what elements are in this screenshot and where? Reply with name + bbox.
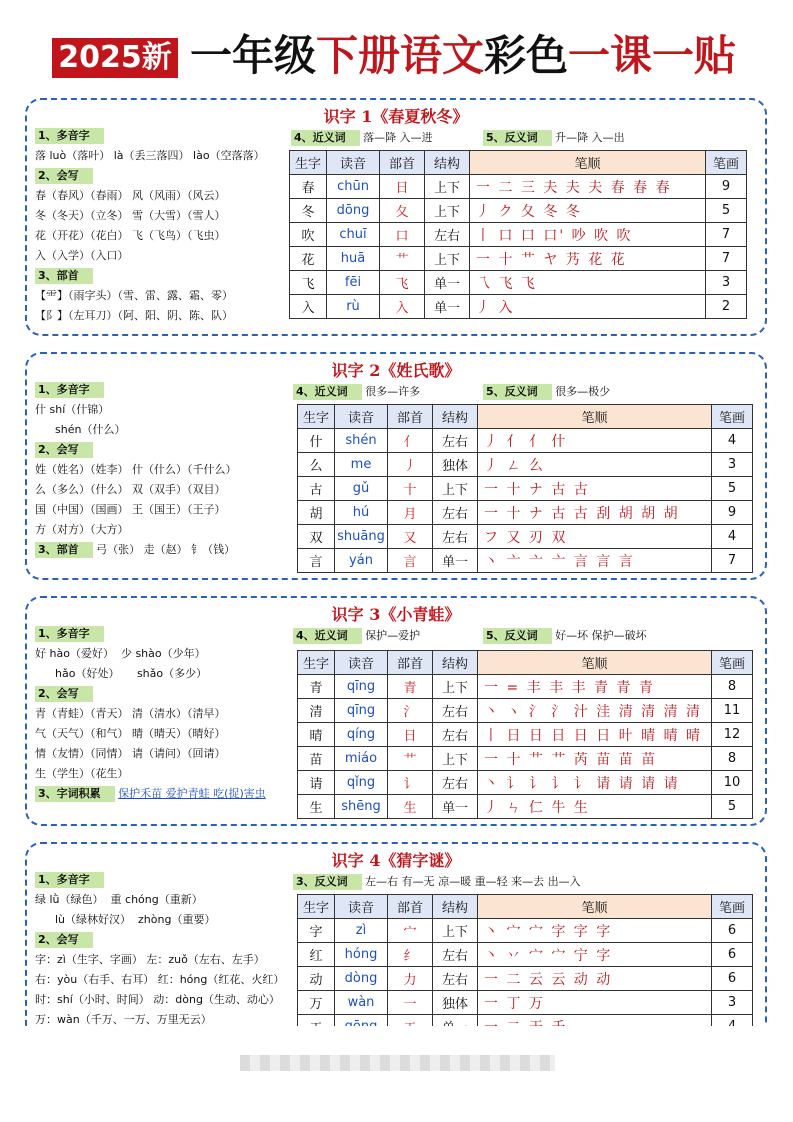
character-cell: 冬 bbox=[290, 199, 327, 223]
structure-cell: 独体 bbox=[433, 453, 478, 477]
character-cell: 吹 bbox=[290, 223, 327, 247]
radical-cell: 艹 bbox=[388, 747, 433, 771]
col-header-jg: 结构 bbox=[433, 405, 478, 429]
character-cell: 花 bbox=[290, 247, 327, 271]
table-row bbox=[298, 699, 753, 723]
col-header-jg: 结构 bbox=[433, 651, 478, 675]
structure-cell: 左右 bbox=[433, 723, 478, 747]
stroke-count-cell: 5 bbox=[706, 199, 747, 223]
structure-cell: 独体 bbox=[433, 991, 478, 1015]
stroke-count-cell: 8 bbox=[712, 747, 753, 771]
character-table bbox=[297, 650, 753, 819]
lesson-notes: 1、多音字 什 shí（什锦） shén（什么） 2、会写 姓（姓名）（姓李） 什（什么）（千什么） 么（多么）（什么） 双（双手）（双目） 国（中国）（国画） 王（国王）（王子） 方（对方）（大方） 3、部首 弓（张） 走（赵） 钅（钱） bbox=[35, 383, 237, 556]
stroke-count-cell: 3 bbox=[706, 271, 747, 295]
structure-cell: 单一 bbox=[433, 549, 478, 573]
table-row bbox=[290, 247, 747, 271]
stroke-order-cell: 一 十 艹 艹 芮 苗 苗 苗 bbox=[478, 747, 712, 771]
radical-cell: 氵 bbox=[388, 699, 433, 723]
table-row bbox=[298, 501, 753, 525]
table-row bbox=[298, 919, 753, 943]
radical-cell: 一 bbox=[388, 991, 433, 1015]
structure-cell: 上下 bbox=[433, 477, 478, 501]
character-cell: 言 bbox=[298, 549, 335, 573]
col-header-zi: 生字 bbox=[298, 405, 335, 429]
antonyms: 3、反义词 左—右 有—无 凉—暖 重—轻 来—去 出—入 bbox=[293, 872, 581, 892]
lesson-notes: 1、多音字 好 hào（爱好） 少 shào（少年） hǎo（好处） shǎo（多少） 2、会写 青（青蛙）（青天） 清（清水）（清早） 气（天气）（和气） 晴（晴天）（晴好） 情（友情）（同情） 请（请问）（回请） 生（学生）（花生） 3、字词积累 保护禾苗 爱护青蛙 吃(捉)害虫 bbox=[35, 627, 266, 800]
stroke-count-cell: 6 bbox=[712, 943, 753, 967]
lesson-title: 识字 2《姓氏歌》 bbox=[331, 361, 461, 380]
character-cell: 苗 bbox=[298, 747, 335, 771]
page-title: 一年级下册语文彩色一课一贴 bbox=[190, 31, 737, 80]
structure-cell: 左右 bbox=[433, 501, 478, 525]
stroke-count-cell: 5 bbox=[712, 477, 753, 501]
col-header-bh: 笔画 bbox=[712, 405, 753, 429]
stroke-order-cell: 丿 ㄣ 仁 牛 生 bbox=[478, 795, 712, 819]
stroke-count-cell: 11 bbox=[712, 699, 753, 723]
stroke-count-cell: 4 bbox=[712, 525, 753, 549]
synonyms: 4、近义词 落—降 入—进 bbox=[291, 128, 433, 148]
structure-cell: 上下 bbox=[425, 175, 470, 199]
table-row bbox=[298, 747, 753, 771]
col-header-bsh: 笔顺 bbox=[478, 405, 712, 429]
stroke-count-cell: 3 bbox=[712, 453, 753, 477]
synonyms: 4、近义词 保护—爱护 bbox=[293, 626, 420, 646]
radical-cell: 月 bbox=[388, 501, 433, 525]
character-cell: 红 bbox=[298, 943, 335, 967]
character-cell: 字 bbox=[298, 919, 335, 943]
table-row bbox=[290, 223, 747, 247]
stroke-order-cell: 丶 宀 宀 字 字 字 bbox=[478, 919, 712, 943]
watermark-bar bbox=[240, 1055, 555, 1071]
col-header-jg: 结构 bbox=[425, 151, 470, 175]
stroke-order-cell: 一 二 三 夫 夫 夫 春 春 春 bbox=[470, 175, 706, 199]
table-row bbox=[298, 525, 753, 549]
pinyin-cell: huā bbox=[327, 247, 380, 271]
structure-cell: 左右 bbox=[425, 223, 470, 247]
col-header-bs: 部首 bbox=[388, 651, 433, 675]
structure-cell: 单一 bbox=[433, 795, 478, 819]
radical-cell: 青 bbox=[388, 675, 433, 699]
lesson-section-2 bbox=[25, 352, 767, 580]
page-cutoff bbox=[0, 1026, 793, 1046]
stroke-count-cell: 10 bbox=[712, 771, 753, 795]
stroke-order-cell: 丶 丷 宀 宀 宁 字 bbox=[478, 943, 712, 967]
pinyin-cell: qīng bbox=[335, 675, 388, 699]
col-header-bsh: 笔顺 bbox=[478, 895, 712, 919]
stroke-count-cell: 2 bbox=[706, 295, 747, 319]
synonyms: 4、近义词 很多—许多 bbox=[293, 382, 420, 402]
radical-cell: 飞 bbox=[380, 271, 425, 295]
character-cell: 请 bbox=[298, 771, 335, 795]
pinyin-cell: chuī bbox=[327, 223, 380, 247]
table-row bbox=[298, 453, 753, 477]
table-row bbox=[298, 795, 753, 819]
character-cell: 晴 bbox=[298, 723, 335, 747]
radical-cell: 口 bbox=[380, 223, 425, 247]
radical-cell: 言 bbox=[388, 549, 433, 573]
radical-cell: 亻 bbox=[388, 429, 433, 453]
stroke-order-cell: 一 = 丰 丰 丰 青 青 青 bbox=[478, 675, 712, 699]
radical-cell: 入 bbox=[380, 295, 425, 319]
table-row bbox=[290, 271, 747, 295]
col-header-py: 读音 bbox=[327, 151, 380, 175]
stroke-order-cell: 一 十 ナ 古 古 bbox=[478, 477, 712, 501]
col-header-bh: 笔画 bbox=[712, 651, 753, 675]
stroke-order-cell: 丿 ㄥ 么 bbox=[478, 453, 712, 477]
table-row bbox=[290, 175, 747, 199]
radical-cell: 日 bbox=[380, 175, 425, 199]
stroke-count-cell: 6 bbox=[712, 967, 753, 991]
pinyin-cell: yán bbox=[335, 549, 388, 573]
character-table bbox=[297, 894, 753, 1039]
lesson-section-4 bbox=[25, 842, 767, 1042]
pinyin-cell: gǔ bbox=[335, 477, 388, 501]
character-cell: 动 bbox=[298, 967, 335, 991]
stroke-order-cell: 乁 飞 飞 bbox=[470, 271, 706, 295]
radical-cell: 力 bbox=[388, 967, 433, 991]
year-badge: 2025新 bbox=[52, 38, 178, 78]
pinyin-cell: hóng bbox=[335, 943, 388, 967]
stroke-count-cell: 3 bbox=[712, 991, 753, 1015]
table-row bbox=[298, 771, 753, 795]
col-header-py: 读音 bbox=[335, 895, 388, 919]
stroke-order-cell: 一 十 艹 ヤ 艿 花 花 bbox=[470, 247, 706, 271]
col-header-zi: 生字 bbox=[298, 651, 335, 675]
structure-cell: 上下 bbox=[433, 675, 478, 699]
table-row bbox=[298, 675, 753, 699]
table-row bbox=[298, 549, 753, 573]
col-header-bs: 部首 bbox=[380, 151, 425, 175]
table-row bbox=[290, 199, 747, 223]
structure-cell: 上下 bbox=[425, 247, 470, 271]
pinyin-cell: shuāng bbox=[335, 525, 388, 549]
stroke-count-cell: 8 bbox=[712, 675, 753, 699]
structure-cell: 左右 bbox=[433, 771, 478, 795]
pinyin-cell: me bbox=[335, 453, 388, 477]
character-cell: 万 bbox=[298, 991, 335, 1015]
stroke-count-cell: 7 bbox=[706, 247, 747, 271]
stroke-order-cell: 丶 亠 亠 亠 言 言 言 bbox=[478, 549, 712, 573]
table-row bbox=[290, 295, 747, 319]
radical-cell: 艹 bbox=[380, 247, 425, 271]
pinyin-cell: chūn bbox=[327, 175, 380, 199]
stroke-order-cell: 一 十 ナ 古 古 刮 胡 胡 胡 bbox=[478, 501, 712, 525]
radical-cell: 生 bbox=[388, 795, 433, 819]
pinyin-cell: fēi bbox=[327, 271, 380, 295]
lesson-title: 识字 3《小青蛙》 bbox=[331, 605, 461, 624]
stroke-count-cell: 9 bbox=[706, 175, 747, 199]
radical-cell: 丿 bbox=[388, 453, 433, 477]
table-row bbox=[298, 991, 753, 1015]
character-cell: 入 bbox=[290, 295, 327, 319]
character-cell: 古 bbox=[298, 477, 335, 501]
stroke-order-cell: 丨 日 日 日 日 日 旪 晴 晴 晴 bbox=[478, 723, 712, 747]
col-header-bh: 笔画 bbox=[712, 895, 753, 919]
stroke-order-cell: 丶 ヽ 氵 氵 汁 洼 清 清 清 清 bbox=[478, 699, 712, 723]
col-header-bs: 部首 bbox=[388, 895, 433, 919]
col-header-py: 读音 bbox=[335, 651, 388, 675]
structure-cell: 左右 bbox=[433, 967, 478, 991]
radical-cell: 又 bbox=[388, 525, 433, 549]
stroke-count-cell: 9 bbox=[712, 501, 753, 525]
character-cell: 飞 bbox=[290, 271, 327, 295]
table-row bbox=[298, 723, 753, 747]
character-cell: 什 bbox=[298, 429, 335, 453]
structure-cell: 单一 bbox=[425, 295, 470, 319]
antonyms: 5、反义词 很多—极少 bbox=[483, 382, 610, 402]
character-cell: 春 bbox=[290, 175, 327, 199]
lesson-section-1 bbox=[25, 98, 767, 336]
pinyin-cell: qǐng bbox=[335, 771, 388, 795]
lesson-notes: 1、多音字 绿 lǜ（绿色） 重 chóng（重新） lù（绿林好汉） zhòng（重要） 2、会写 字：zì（生字、字画） 左：zuǒ（左右、左手） 右：yòu（右手、右耳） 红：hóng（红花、火红） 时：shí（小时、时间） 动：dòng（生动、动心） 万：wàn（千万、一万、万里无云） bbox=[35, 873, 285, 1026]
pinyin-cell: miáo bbox=[335, 747, 388, 771]
stroke-order-cell: 丿 ク 夂 冬 冬 bbox=[470, 199, 706, 223]
page-header bbox=[0, 0, 793, 90]
stroke-order-cell: 丿 入 bbox=[470, 295, 706, 319]
radical-cell: 纟 bbox=[388, 943, 433, 967]
pinyin-cell: wàn bbox=[335, 991, 388, 1015]
radical-cell: 讠 bbox=[388, 771, 433, 795]
radical-cell: 宀 bbox=[388, 919, 433, 943]
col-header-bsh: 笔顺 bbox=[470, 151, 706, 175]
structure-cell: 左右 bbox=[433, 429, 478, 453]
stroke-count-cell: 7 bbox=[706, 223, 747, 247]
character-cell: 清 bbox=[298, 699, 335, 723]
stroke-order-cell: 一 二 云 云 动 动 bbox=[478, 967, 712, 991]
pinyin-cell: qīng bbox=[335, 699, 388, 723]
table-row bbox=[298, 429, 753, 453]
structure-cell: 上下 bbox=[433, 747, 478, 771]
character-cell: 生 bbox=[298, 795, 335, 819]
lesson-title: 识字 4《猜字谜》 bbox=[331, 851, 461, 870]
structure-cell: 左右 bbox=[433, 525, 478, 549]
character-cell: 胡 bbox=[298, 501, 335, 525]
table-row bbox=[298, 967, 753, 991]
pinyin-cell: qíng bbox=[335, 723, 388, 747]
structure-cell: 左右 bbox=[433, 699, 478, 723]
lesson-title: 识字 1《春夏秋冬》 bbox=[323, 107, 469, 126]
stroke-count-cell: 12 bbox=[712, 723, 753, 747]
table-row bbox=[298, 943, 753, 967]
antonyms: 5、反义词 升—降 入—出 bbox=[483, 128, 625, 148]
character-cell: 么 bbox=[298, 453, 335, 477]
table-row bbox=[298, 477, 753, 501]
pinyin-cell: dōng bbox=[327, 199, 380, 223]
radical-cell: 十 bbox=[388, 477, 433, 501]
character-table bbox=[289, 150, 747, 319]
character-cell: 双 bbox=[298, 525, 335, 549]
stroke-count-cell: 5 bbox=[712, 795, 753, 819]
structure-cell: 左右 bbox=[433, 943, 478, 967]
pinyin-cell: rù bbox=[327, 295, 380, 319]
col-header-bsh: 笔顺 bbox=[478, 651, 712, 675]
lesson-section-3 bbox=[25, 596, 767, 826]
col-header-jg: 结构 bbox=[433, 895, 478, 919]
stroke-order-cell: 丿 亻 亻 什 bbox=[478, 429, 712, 453]
pinyin-cell: hú bbox=[335, 501, 388, 525]
col-header-zi: 生字 bbox=[290, 151, 327, 175]
character-cell: 青 bbox=[298, 675, 335, 699]
stroke-count-cell: 6 bbox=[712, 919, 753, 943]
pinyin-cell: dòng bbox=[335, 967, 388, 991]
radical-cell: 日 bbox=[388, 723, 433, 747]
stroke-order-cell: 丶 讠 讠 讠 讠 请 请 请 请 bbox=[478, 771, 712, 795]
col-header-py: 读音 bbox=[335, 405, 388, 429]
pinyin-cell: zì bbox=[335, 919, 388, 943]
radical-cell: 夂 bbox=[380, 199, 425, 223]
col-header-bh: 笔画 bbox=[706, 151, 747, 175]
pinyin-cell: shēng bbox=[335, 795, 388, 819]
stroke-order-cell: フ 又 刃 双 bbox=[478, 525, 712, 549]
col-header-bs: 部首 bbox=[388, 405, 433, 429]
stroke-count-cell: 7 bbox=[712, 549, 753, 573]
pinyin-cell: shén bbox=[335, 429, 388, 453]
stroke-order-cell: 丨 口 口 口' 吵 吹 吹 bbox=[470, 223, 706, 247]
structure-cell: 上下 bbox=[425, 199, 470, 223]
col-header-zi: 生字 bbox=[298, 895, 335, 919]
structure-cell: 单一 bbox=[425, 271, 470, 295]
lesson-notes: 1、多音字 落 luò（落叶） là（丢三落四） lào（空落落） 2、会写 春（春风）（春雨） 风（风雨）（风云） 冬（冬天）（立冬） 雪（大雪）（雪人） 花（开花）（花白） 飞（飞鸟）（飞虫） 入（入学）（入口） 3、部首 【⻗】（雨字头）（雪、雷、露、霜、零） 【阝】（左耳刀）（阿、阳、阴、陈、队） bbox=[35, 129, 265, 322]
character-table bbox=[297, 404, 753, 573]
stroke-count-cell: 4 bbox=[712, 429, 753, 453]
stroke-order-cell: 一 丁 万 bbox=[478, 991, 712, 1015]
antonyms: 5、反义词 好—坏 保护—破坏 bbox=[483, 626, 647, 646]
structure-cell: 上下 bbox=[433, 919, 478, 943]
